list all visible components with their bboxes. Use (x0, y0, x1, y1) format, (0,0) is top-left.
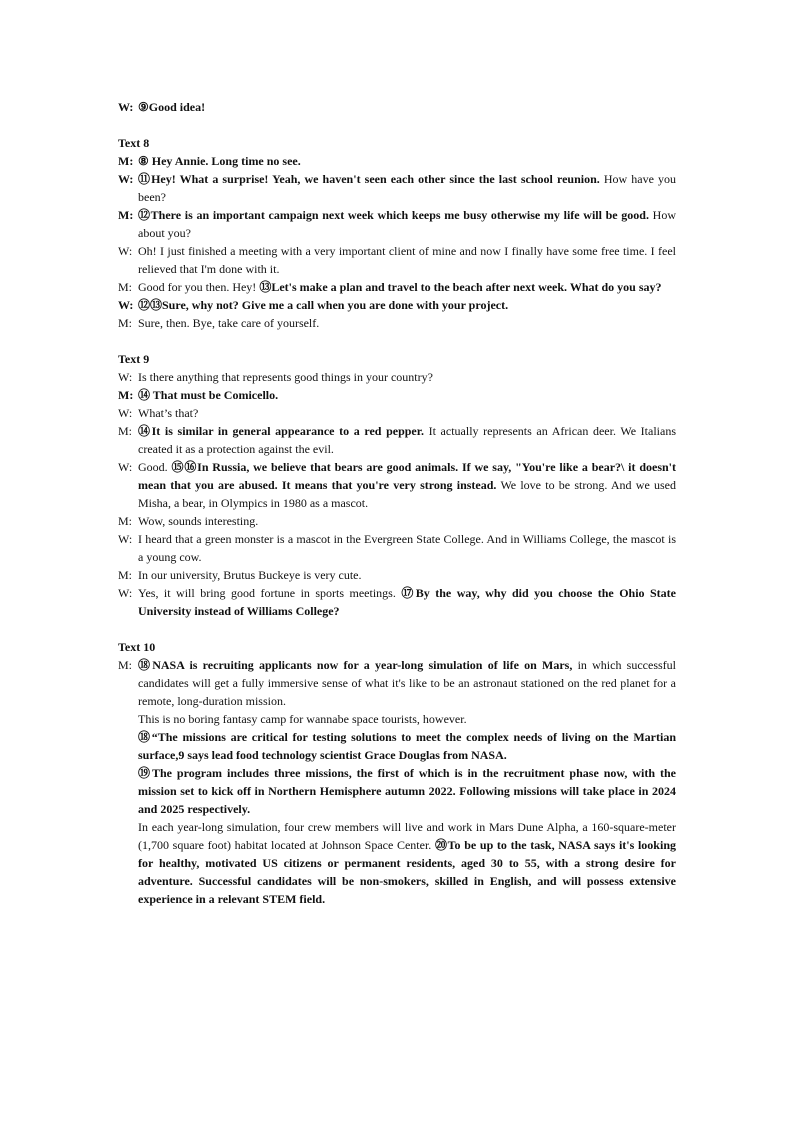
speaker-label: M: (118, 568, 133, 582)
dialogue-line (118, 98, 676, 116)
dialogue-line (118, 170, 676, 206)
dialogue-text: ⑭ That must be Comicello. (138, 388, 279, 402)
dialogue-line (118, 314, 676, 332)
paragraph: ⑱“The missions are critical for testing solutions to meet the complex needs of living on the Martian surface,9 says lead food technology scientist Grace Douglas from NASA. (138, 730, 676, 762)
dialogue-text: Oh! I just finished a meeting with a very important client of mine and now I finally have some free time. I feel relieved that I'm done with it. (138, 244, 676, 276)
bold-text: ⑬Let's make a plan and travel to the beach after next week. What do you say? (259, 280, 662, 294)
bold-text: ⑪Hey! What a surprise! Yeah, we haven't seen each other since the last school reunion. (138, 172, 600, 186)
dialogue-line (118, 152, 676, 170)
speaker-label: W: (118, 100, 134, 114)
dialogue-text: Is there anything that represents good things in your country? (138, 370, 433, 384)
dialogue-line (118, 242, 676, 278)
dialogue-text: ⑨Good idea! (138, 100, 206, 114)
dialogue-text: Sure, then. Bye, take care of yourself. (138, 316, 320, 330)
plain-text: It actually represents an African deer. We Italians created it as a protection against the evil. (138, 424, 676, 456)
paragraph: ⑲The program includes three missions, the first of which is in the recruitment phase now, with the mission set to kick off in Northern Hemisphere autumn 2022. Following missions will take place in 2024 and 2025 respectively. (138, 766, 676, 816)
dialogue-line (118, 422, 676, 458)
speaker-label: M: (118, 280, 133, 294)
speaker-label: W: (118, 370, 133, 384)
section-heading: Text 9 (118, 352, 150, 366)
bold-text: ⑳To be up to the task, NASA says it's looking for healthy, motivated US citizens or permanent residents, aged 30 to 55, with a strong desire for adventure. Successful candidates will be non-smokers, skilled in English, and will possess extensive experience in a relevant STEM field. (138, 838, 676, 906)
document-page (118, 98, 676, 908)
dialogue-text: What’s that? (138, 406, 199, 420)
dialogue-text (138, 584, 676, 620)
dialogue-text: ⑧ Hey Annie. Long time no see. (138, 154, 301, 168)
dialogue-text: In our university, Brutus Buckeye is very cute. (138, 568, 362, 582)
plain-text: in which successful candidates will get a fully immersive sense of what it's like to be an astronaut stationed on the red planet for a remote, long-duration mission. (138, 658, 676, 708)
dialogue-line (118, 584, 676, 620)
plain-text: In each year-long simulation, four crew members will live and work in Mars Dune Alpha, a 160-square-meter (1,700 square foot) habitat located at Johnson Space Center. (138, 820, 676, 852)
dialogue-text (138, 656, 676, 710)
dialogue-line (118, 296, 676, 314)
bold-text: ⑰By the way, why did you choose the Ohio State University instead of Williams College? (138, 586, 677, 618)
dialogue-text (138, 422, 676, 458)
bold-text: ⑫There is an important campaign next week which keeps me busy otherwise my life will be good. (138, 208, 649, 222)
dialogue-line (118, 386, 676, 404)
paragraph: This is no boring fantasy camp for wannabe space tourists, however. (138, 712, 467, 726)
dialogue-text (138, 278, 676, 296)
plain-text: Yes, it will bring good fortune in sports meetings. (138, 586, 402, 600)
speaker-label: M: (118, 514, 133, 528)
speaker-label: M: (118, 208, 134, 222)
speaker-label: M: (118, 658, 133, 672)
speaker-label: W: (118, 244, 133, 258)
section-heading: Text 10 (118, 640, 156, 654)
plain-text-2: We love to be strong. And we used Misha, a bear, in Olympics in 1980 as a mascot. (138, 478, 676, 510)
dialogue-line (118, 206, 676, 242)
dialogue-line (118, 458, 676, 512)
bold-text: ⑱NASA is recruiting applicants now for a year-long simulation of life on Mars, (138, 658, 573, 672)
dialogue-line (118, 530, 676, 566)
dialogue-text: I heard that a green monster is a mascot in the Evergreen State College. And in Williams College, the mascot is a young cow. (138, 532, 676, 564)
dialogue-line (118, 656, 676, 710)
speaker-label: M: (118, 388, 134, 402)
dialogue-text (138, 170, 676, 206)
dialogue-line (118, 404, 676, 422)
speaker-label: W: (118, 586, 133, 600)
dialogue-text (138, 206, 676, 242)
plain-text: How about you? (138, 208, 676, 240)
speaker-label: W: (118, 298, 134, 312)
plain-text: How have you been? (138, 172, 676, 204)
speaker-label: W: (118, 460, 133, 474)
plain-text: Good for you then. Hey! (138, 280, 260, 294)
dialogue-line (118, 368, 676, 386)
speaker-label: W: (118, 172, 134, 186)
section-heading: Text 8 (118, 136, 150, 150)
dialogue-text: Wow, sounds interesting. (138, 514, 259, 528)
speaker-label: M: (118, 316, 133, 330)
speaker-label: M: (118, 424, 133, 438)
bold-text: ⑮⑯In Russia, we believe that bears are good animals. If we say, "You're like a bear?\ it doesn't mean that you are abused. It means that you're very strong instead. (138, 460, 677, 492)
dialogue-line (118, 566, 676, 584)
dialogue-text (138, 458, 676, 512)
dialogue-text: ⑫⑬Sure, why not? Give me a call when you are done with your project. (138, 298, 509, 312)
speaker-label: M: (118, 154, 134, 168)
plain-text: Good. (138, 460, 172, 474)
dialogue-line (118, 512, 676, 530)
bold-text: ⑭It is similar in general appearance to a red pepper. (138, 424, 424, 438)
speaker-label: W: (118, 532, 133, 546)
dialogue-line (118, 278, 676, 296)
speaker-label: W: (118, 406, 133, 420)
paragraph (118, 818, 676, 908)
